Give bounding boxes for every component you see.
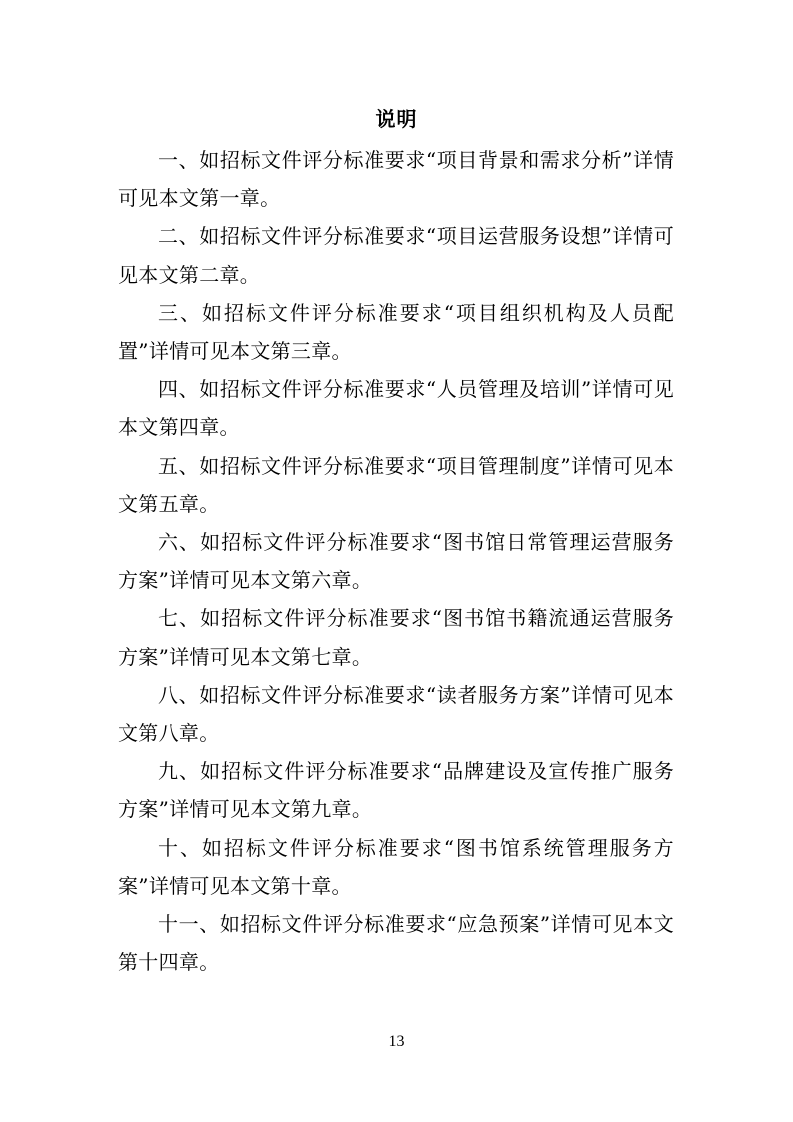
- paragraph-9: 九、如招标文件评分标准要求“品牌建设及宣传推广服务方案”详情可见本文第九章。: [118, 759, 674, 822]
- paragraph-7: 七、如招标文件评分标准要求“图书馆书籍流通运营服务方案”详情可见本文第七章。: [118, 606, 674, 669]
- paragraph-11: 十一、如招标文件评分标准要求“应急预案”详情可见本文第十四章。: [118, 912, 674, 975]
- paragraph-10: 十、如招标文件评分标准要求“图书馆系统管理服务方案”详情可见本文第十章。: [118, 835, 674, 898]
- paragraph-1: 一、如招标文件评分标准要求“项目背景和需求分析”详情可见本文第一章。: [118, 148, 674, 211]
- page-title: 说明: [375, 107, 418, 131]
- page-number: 13: [388, 1033, 405, 1050]
- paragraph-4: 四、如招标文件评分标准要求“人员管理及培训”详情可见本文第四章。: [118, 377, 674, 440]
- paragraph-5: 五、如招标文件评分标准要求“项目管理制度”详情可见本文第五章。: [118, 453, 674, 516]
- paragraph-2: 二、如招标文件评分标准要求“项目运营服务设想”详情可见本文第二章。: [118, 224, 674, 287]
- document-body: [118, 141, 674, 981]
- paragraph-8: 八、如招标文件评分标准要求“读者服务方案”详情可见本文第八章。: [118, 682, 674, 746]
- paragraph-6: 六、如招标文件评分标准要求“图书馆日常管理运营服务方案”详情可见本文第六章。: [118, 530, 674, 593]
- paragraph-3: 三、如招标文件评分标准要求“项目组织机构及人员配置”详情可见本文第三章。: [118, 300, 674, 364]
